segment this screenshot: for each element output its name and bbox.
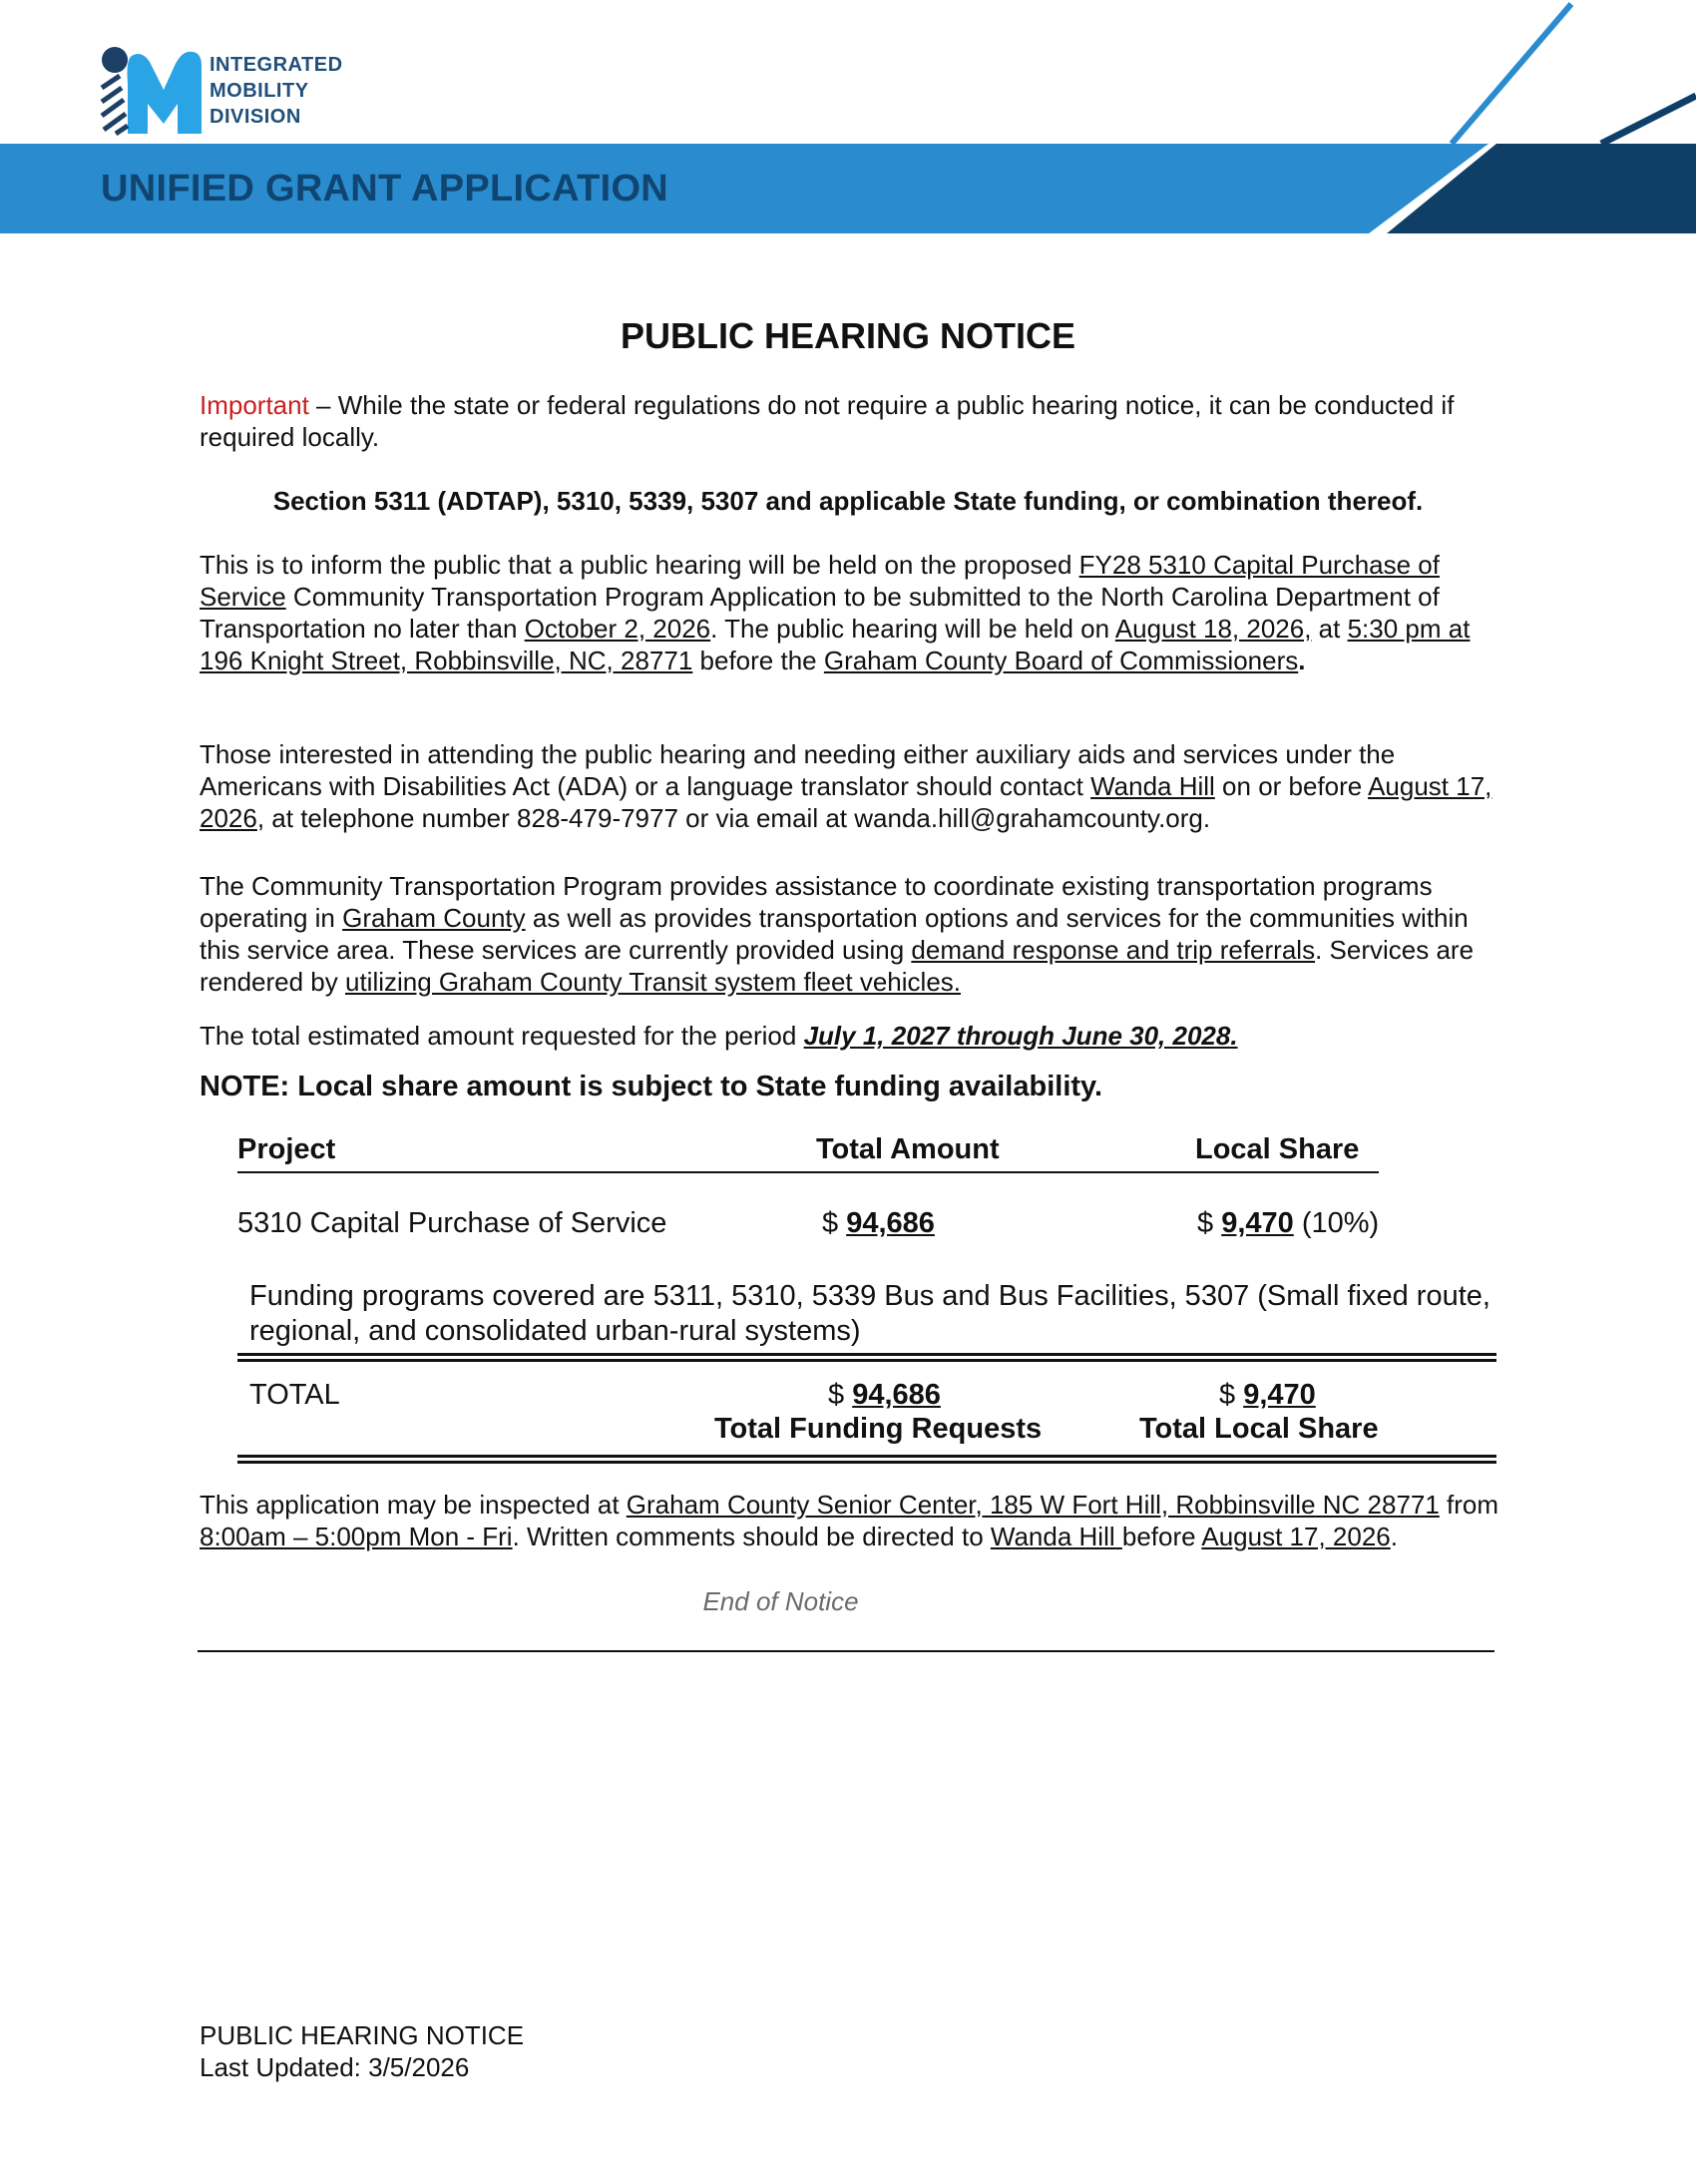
contact-deadline: August 17, 2026 — [200, 771, 1492, 833]
total-funding-caption: Total Funding Requests — [714, 1413, 1043, 1445]
banner-title: UNIFIED GRANT APPLICATION — [101, 168, 669, 210]
local-share-note: NOTE: Local share amount is subject to State funding availability. — [200, 1071, 1103, 1102]
text-run: . — [1390, 1522, 1398, 1551]
inspection-paragraph — [200, 1489, 1506, 1552]
important-paragraph — [200, 389, 1506, 453]
currency-symbol: $ — [1197, 1207, 1222, 1239]
accessibility-paragraph — [200, 738, 1506, 834]
inspection-hours: 8:00am – 5:00pm Mon - Fri — [200, 1522, 513, 1551]
total-label: TOTAL — [249, 1379, 340, 1411]
hearing-date: August 18, 2026, — [1114, 614, 1312, 644]
text-run: Community Transportation Program Application to be submitted to the North Carolina Department of Transportation no later than — [200, 582, 1440, 644]
hearing-body: Graham County Board of Commissioners — [823, 646, 1299, 675]
programs-covered-note: Funding programs covered are 5311, 5310, 5339 Bus and Bus Facilities, 5307 (Small fixed route, regional, and consolidated urban-rural systems) — [249, 1280, 1490, 1347]
page-footer — [200, 2019, 524, 2083]
header-total-amount: Total Amount — [816, 1133, 1000, 1165]
header-project: Project — [237, 1133, 336, 1165]
comment-contact: Wanda Hill — [990, 1522, 1122, 1551]
logo-line-2: MOBILITY — [210, 80, 309, 102]
logo-line-3: DIVISION — [210, 106, 301, 128]
text-run: before the — [692, 646, 824, 675]
project-name: FY28 5310 Capital Purchase of Service — [200, 550, 1440, 612]
period-paragraph — [200, 1020, 1506, 1052]
text-run: . — [1298, 646, 1306, 675]
banner-diagonal-stroke-2 — [1601, 96, 1696, 144]
text-run: The total estimated amount requested for the period — [200, 1021, 804, 1051]
total-funding-value — [828, 1379, 941, 1412]
imd-logo-text — [210, 52, 343, 130]
total-value: 94,686 — [846, 1207, 935, 1239]
county-name: Graham County — [342, 903, 526, 933]
service-type: demand response and trip referrals — [911, 935, 1316, 965]
footer-title: PUBLIC HEARING NOTICE — [200, 2020, 525, 2050]
total-funding-amount: 94,686 — [852, 1379, 941, 1411]
total-local-amount: 9,470 — [1243, 1379, 1316, 1411]
row-local-share — [1197, 1207, 1379, 1240]
important-text: – While the state or federal regulations do not require a public hearing notice, it can be conducted if required locally. — [200, 390, 1455, 452]
imd-logo-icon — [98, 46, 206, 136]
local-percent: (10%) — [1293, 1207, 1380, 1239]
text-run: on or before — [1214, 771, 1369, 801]
banner-diagonal-stroke-1 — [1452, 4, 1571, 144]
header-local-share: Local Share — [1195, 1133, 1360, 1165]
funding-section-line: Section 5311 (ADTAP), 5310, 5339, 5307 and applicable State funding, or combination thereof. — [272, 486, 1424, 516]
inspection-location: Graham County Senior Center, 185 W Fort Hill, Robbinsville NC 28771 — [626, 1490, 1440, 1520]
text-run: . Services are rendered by — [200, 935, 1475, 997]
request-period: July 1, 2027 through June 30, 2028. — [803, 1021, 1238, 1051]
footer-last-updated: Last Updated: 3/5/2026 — [200, 2052, 470, 2082]
hearing-paragraph — [200, 549, 1506, 676]
double-rule — [237, 1353, 1496, 1362]
double-rule — [237, 1455, 1496, 1464]
row-project: 5310 Capital Purchase of Service — [237, 1207, 667, 1239]
contact-name: Wanda Hill — [1090, 771, 1215, 801]
important-label: Important — [200, 390, 309, 420]
end-rule — [198, 1650, 1494, 1652]
text-run: Those interested in attending the public hearing and needing either auxiliary aids and services under the Americans with Disabilities Act (ADA) or a language translator should contact — [200, 739, 1396, 801]
currency-symbol: $ — [1219, 1379, 1244, 1411]
logo-line-1: INTEGRATED — [210, 54, 343, 76]
local-value: 9,470 — [1221, 1207, 1294, 1239]
end-of-notice: End of Notice — [702, 1586, 859, 1616]
hearing-location: 5:30 pm at 196 Knight Street, Robbinsville, NC, 28771 — [200, 614, 1471, 675]
text-run: The Community Transportation Program provides assistance to coordinate existing transportation programs operating in — [200, 871, 1433, 933]
total-local-value — [1219, 1379, 1316, 1412]
text-run: from — [1439, 1490, 1499, 1520]
text-run: . The public hearing will be held on — [710, 614, 1115, 644]
total-local-caption: Total Local Share — [1139, 1413, 1379, 1445]
header-rule — [237, 1171, 1379, 1173]
text-run: at — [1311, 614, 1348, 644]
text-run: This is to inform the public that a public hearing will be held on the proposed — [200, 550, 1079, 580]
currency-symbol: $ — [828, 1379, 853, 1411]
text-run: This application may be inspected at — [200, 1490, 627, 1520]
page-title: PUBLIC HEARING NOTICE — [620, 315, 1075, 356]
submission-date: October 2, 2026 — [524, 614, 711, 644]
text-run: , at telephone number 828-479-7977 or via email at wanda.hill@grahamcounty.org. — [256, 803, 1211, 833]
row-total-amount — [822, 1207, 935, 1240]
program-description-paragraph — [200, 870, 1506, 998]
service-vehicles: utilizing Graham County Transit system fleet vehicles. — [344, 967, 962, 997]
currency-symbol: $ — [822, 1207, 847, 1239]
text-run: as well as provides transportation options and services for the communities within this service area. These services are currently provided using — [200, 903, 1469, 965]
text-run: before — [1121, 1522, 1202, 1551]
text-run: . Written comments should be directed to — [512, 1522, 991, 1551]
comment-deadline: August 17, 2026 — [1201, 1522, 1391, 1551]
